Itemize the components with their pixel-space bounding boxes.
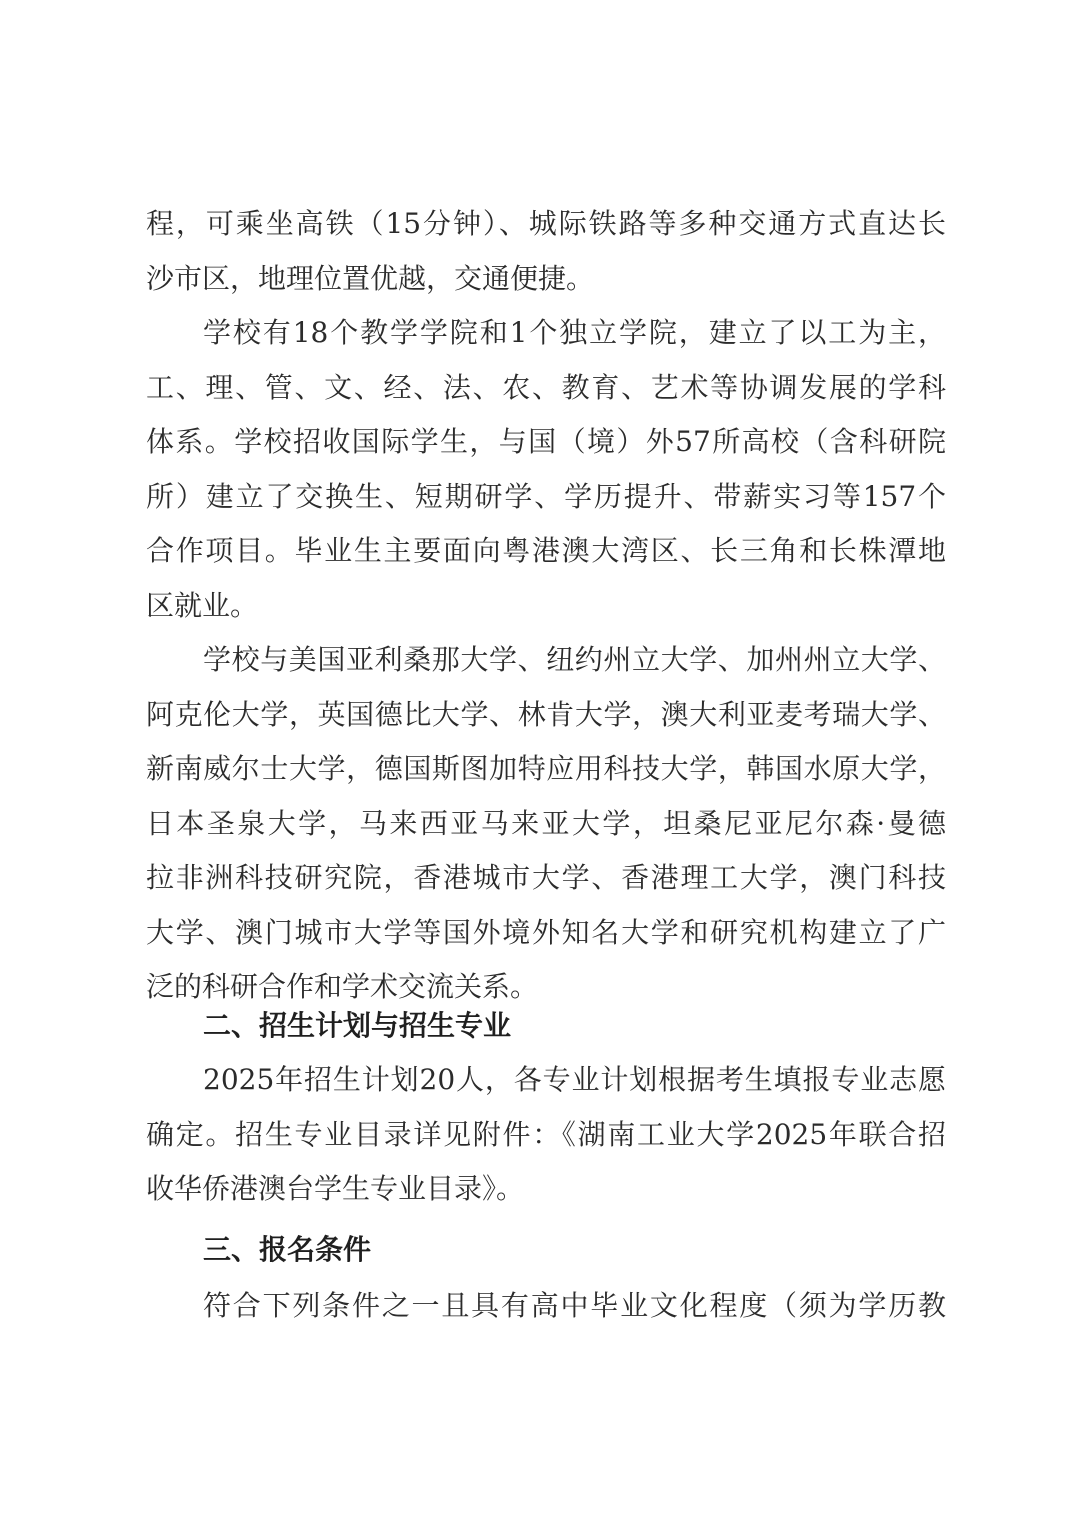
text-line: 2025年招生计划20人，各专业计划根据考生填报专业志愿 [203, 1063, 946, 1096]
section-heading: 三、报名条件 [203, 1233, 372, 1266]
section-heading: 二、招生计划与招生专业 [203, 1009, 512, 1042]
text-line: 沙市区，地理位置优越，交通便捷。 [146, 262, 595, 295]
text-line: 日本圣泉大学，马来西亚马来亚大学，坦桑尼亚尼尔森·曼德 [146, 807, 946, 840]
text-line: 收华侨港澳台学生专业目录》。 [146, 1172, 525, 1205]
text-line: 合作项目。毕业生主要面向粤港澳大湾区、长三角和长株潭地 [146, 534, 946, 567]
text-line: 拉非洲科技研究院，香港城市大学、香港理工大学，澳门科技 [146, 861, 946, 894]
text-line: 学校有18个教学学院和1个独立学院，建立了以工为主， [203, 316, 946, 349]
text-line: 新南威尔士大学，德国斯图加特应用科技大学，韩国水原大学， [146, 752, 946, 785]
text-line: 泛的科研合作和学术交流关系。 [146, 970, 539, 1003]
text-line: 所）建立了交换生、短期研学、学历提升、带薪实习等157个 [146, 480, 946, 513]
text-line: 确定。招生专业目录详见附件：《湖南工业大学2025年联合招 [146, 1118, 946, 1151]
text-line: 阿克伦大学，英国德比大学、林肯大学，澳大利亚麦考瑞大学、 [146, 698, 946, 731]
text-line: 大学、澳门城市大学等国外境外知名大学和研究机构建立了广 [146, 916, 946, 949]
text-line: 区就业。 [146, 589, 259, 622]
text-line: 学校与美国亚利桑那大学、纽约州立大学、加州州立大学、 [203, 643, 946, 676]
text-line: 体系。学校招收国际学生，与国（境）外57所高校（含科研院 [146, 425, 946, 458]
text-line: 工、理、管、文、经、法、农、教育、艺术等协调发展的学科 [146, 371, 946, 404]
text-line: 程，可乘坐高铁（15分钟）、城际铁路等多种交通方式直达长 [146, 207, 946, 240]
text-line: 符合下列条件之一且具有高中毕业文化程度（须为学历教 [203, 1289, 946, 1322]
